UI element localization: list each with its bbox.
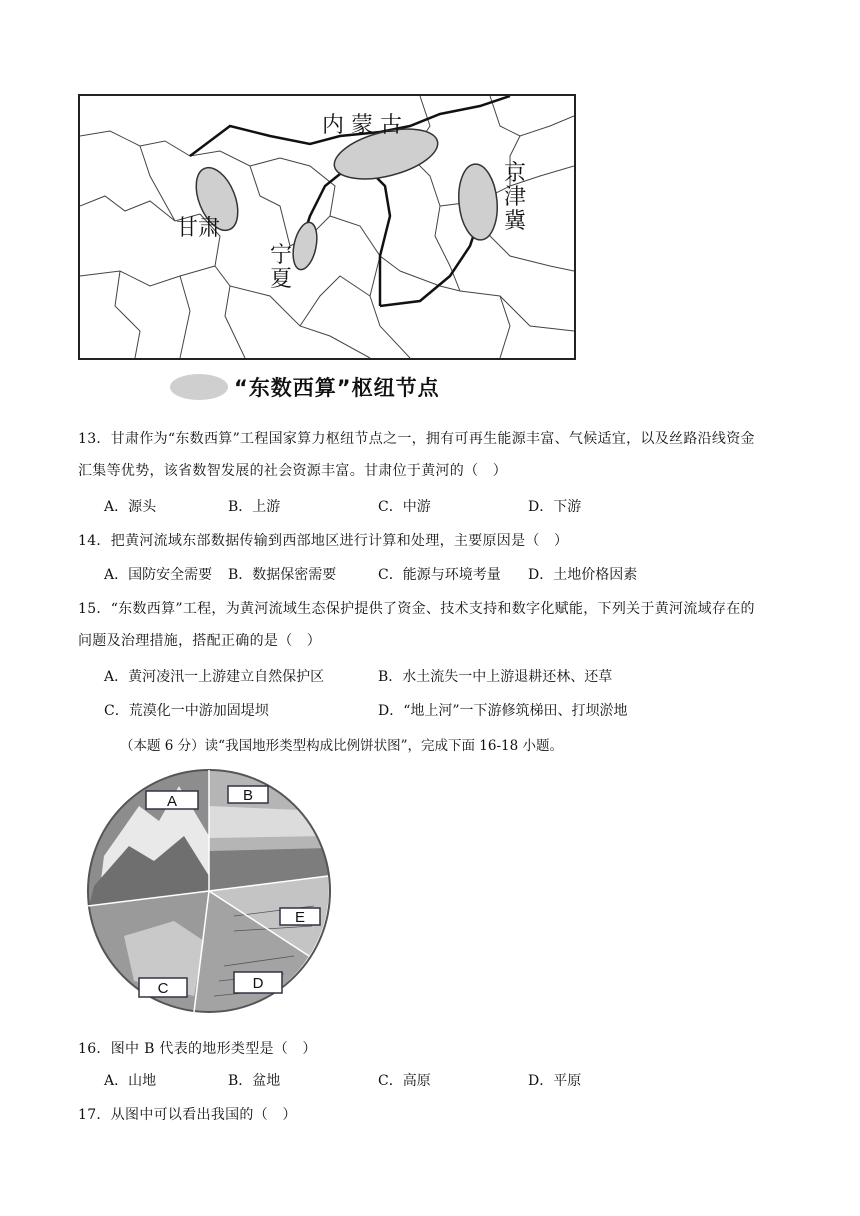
q15-option-c[interactable]: C．荒漠化一中游加固堤坝 xyxy=(104,703,269,719)
q15-option-d[interactable]: D．“地上河”一下游修筑梯田、打坝淤地 xyxy=(378,703,628,719)
label-jjj-2: 津 xyxy=(504,185,527,210)
province-border xyxy=(300,276,370,326)
pie-label-a: A xyxy=(166,793,178,810)
province-border xyxy=(370,256,410,358)
label-jjj-1: 京 xyxy=(504,161,527,186)
label-ningxia-2: 夏 xyxy=(270,267,293,292)
pie-label-e: E xyxy=(294,909,306,926)
hub-jjj-ellipse xyxy=(456,162,500,241)
question-15-line-2: 问题及治理措施，搭配正确的是（ ） xyxy=(78,633,322,649)
question-13-line-2: 汇集等优势，该省数智发展的社会资源丰富。甘肃位于黄河的（ ） xyxy=(78,463,507,479)
province-border xyxy=(400,271,574,331)
question-13-line-1: 13．甘肃作为“东数西算”工程国家算力枢纽节点之一，拥有可再生能源丰富、气候适宜，以及丝路沿线资金 xyxy=(78,431,755,447)
q13-option-a[interactable]: A．源头 xyxy=(104,499,157,515)
province-border xyxy=(140,146,175,221)
section-intro: （本题 6 分）读“我国地形类型构成比例饼状图”，完成下面 16-18 小题。 xyxy=(120,738,563,754)
label-jjj-3: 冀 xyxy=(504,209,527,234)
q15-option-a[interactable]: A．黄河凌汛一上游建立自然保护区 xyxy=(104,669,325,685)
map-legend xyxy=(170,372,440,402)
province-border xyxy=(330,216,400,271)
label-inner-mongolia: 内 蒙 古 xyxy=(322,113,402,138)
legend-text: “东数西算”枢纽节点 xyxy=(234,376,440,400)
q14-option-b[interactable]: B．数据保密需要 xyxy=(228,567,337,583)
q16-option-d[interactable]: D．平原 xyxy=(528,1073,582,1089)
province-border xyxy=(490,96,574,136)
q14-option-c[interactable]: C．能源与环境考量 xyxy=(378,567,501,583)
q13-option-d[interactable]: D．下游 xyxy=(528,499,582,515)
province-border xyxy=(80,131,280,166)
province-border xyxy=(80,266,215,286)
q13-option-b[interactable]: B．上游 xyxy=(228,499,281,515)
q16-option-b[interactable]: B．盆地 xyxy=(228,1073,281,1089)
pie-label-d: D xyxy=(252,975,264,992)
q15-option-b[interactable]: B．水土流失一中上游退耕还林、还草 xyxy=(378,669,613,685)
legend-swatch xyxy=(170,374,228,400)
question-17-line-1: 17．从图中可以看出我国的（ ） xyxy=(78,1107,297,1123)
hub-ningxia-ellipse xyxy=(289,220,320,272)
question-14-line-1: 14．把黄河流域东部数据传输到西部地区进行计算和处理，主要原因是（ ） xyxy=(78,533,569,549)
q14-option-d[interactable]: D．土地价格因素 xyxy=(528,567,638,583)
province-border xyxy=(250,166,290,246)
label-gansu: 甘肃 xyxy=(176,216,221,241)
province-border xyxy=(230,286,370,358)
province-border xyxy=(180,276,190,358)
question-16-line-1: 16．图中 B 代表的地形类型是（ ） xyxy=(78,1041,317,1057)
terrain-pie-figure xyxy=(84,766,334,1016)
yellow-river-map xyxy=(78,94,576,360)
q16-option-c[interactable]: C．高原 xyxy=(378,1073,431,1089)
q14-option-a[interactable]: A．国防安全需要 xyxy=(104,567,213,583)
q16-option-a[interactable]: A．山地 xyxy=(104,1073,157,1089)
q13-option-c[interactable]: C．中游 xyxy=(378,499,431,515)
province-border xyxy=(115,271,140,358)
question-15-line-1: 15．“东数西算”工程，为黄河流域生态保护提供了资金、技术支持和数字化赋能，下列关于黄河流域存在的 xyxy=(78,601,755,617)
terrain-pie xyxy=(84,766,334,1016)
label-ningxia-1: 宁 xyxy=(270,243,293,268)
pie-label-c: C xyxy=(157,980,169,997)
province-border xyxy=(500,296,510,358)
pie-label-b: B xyxy=(242,787,254,804)
